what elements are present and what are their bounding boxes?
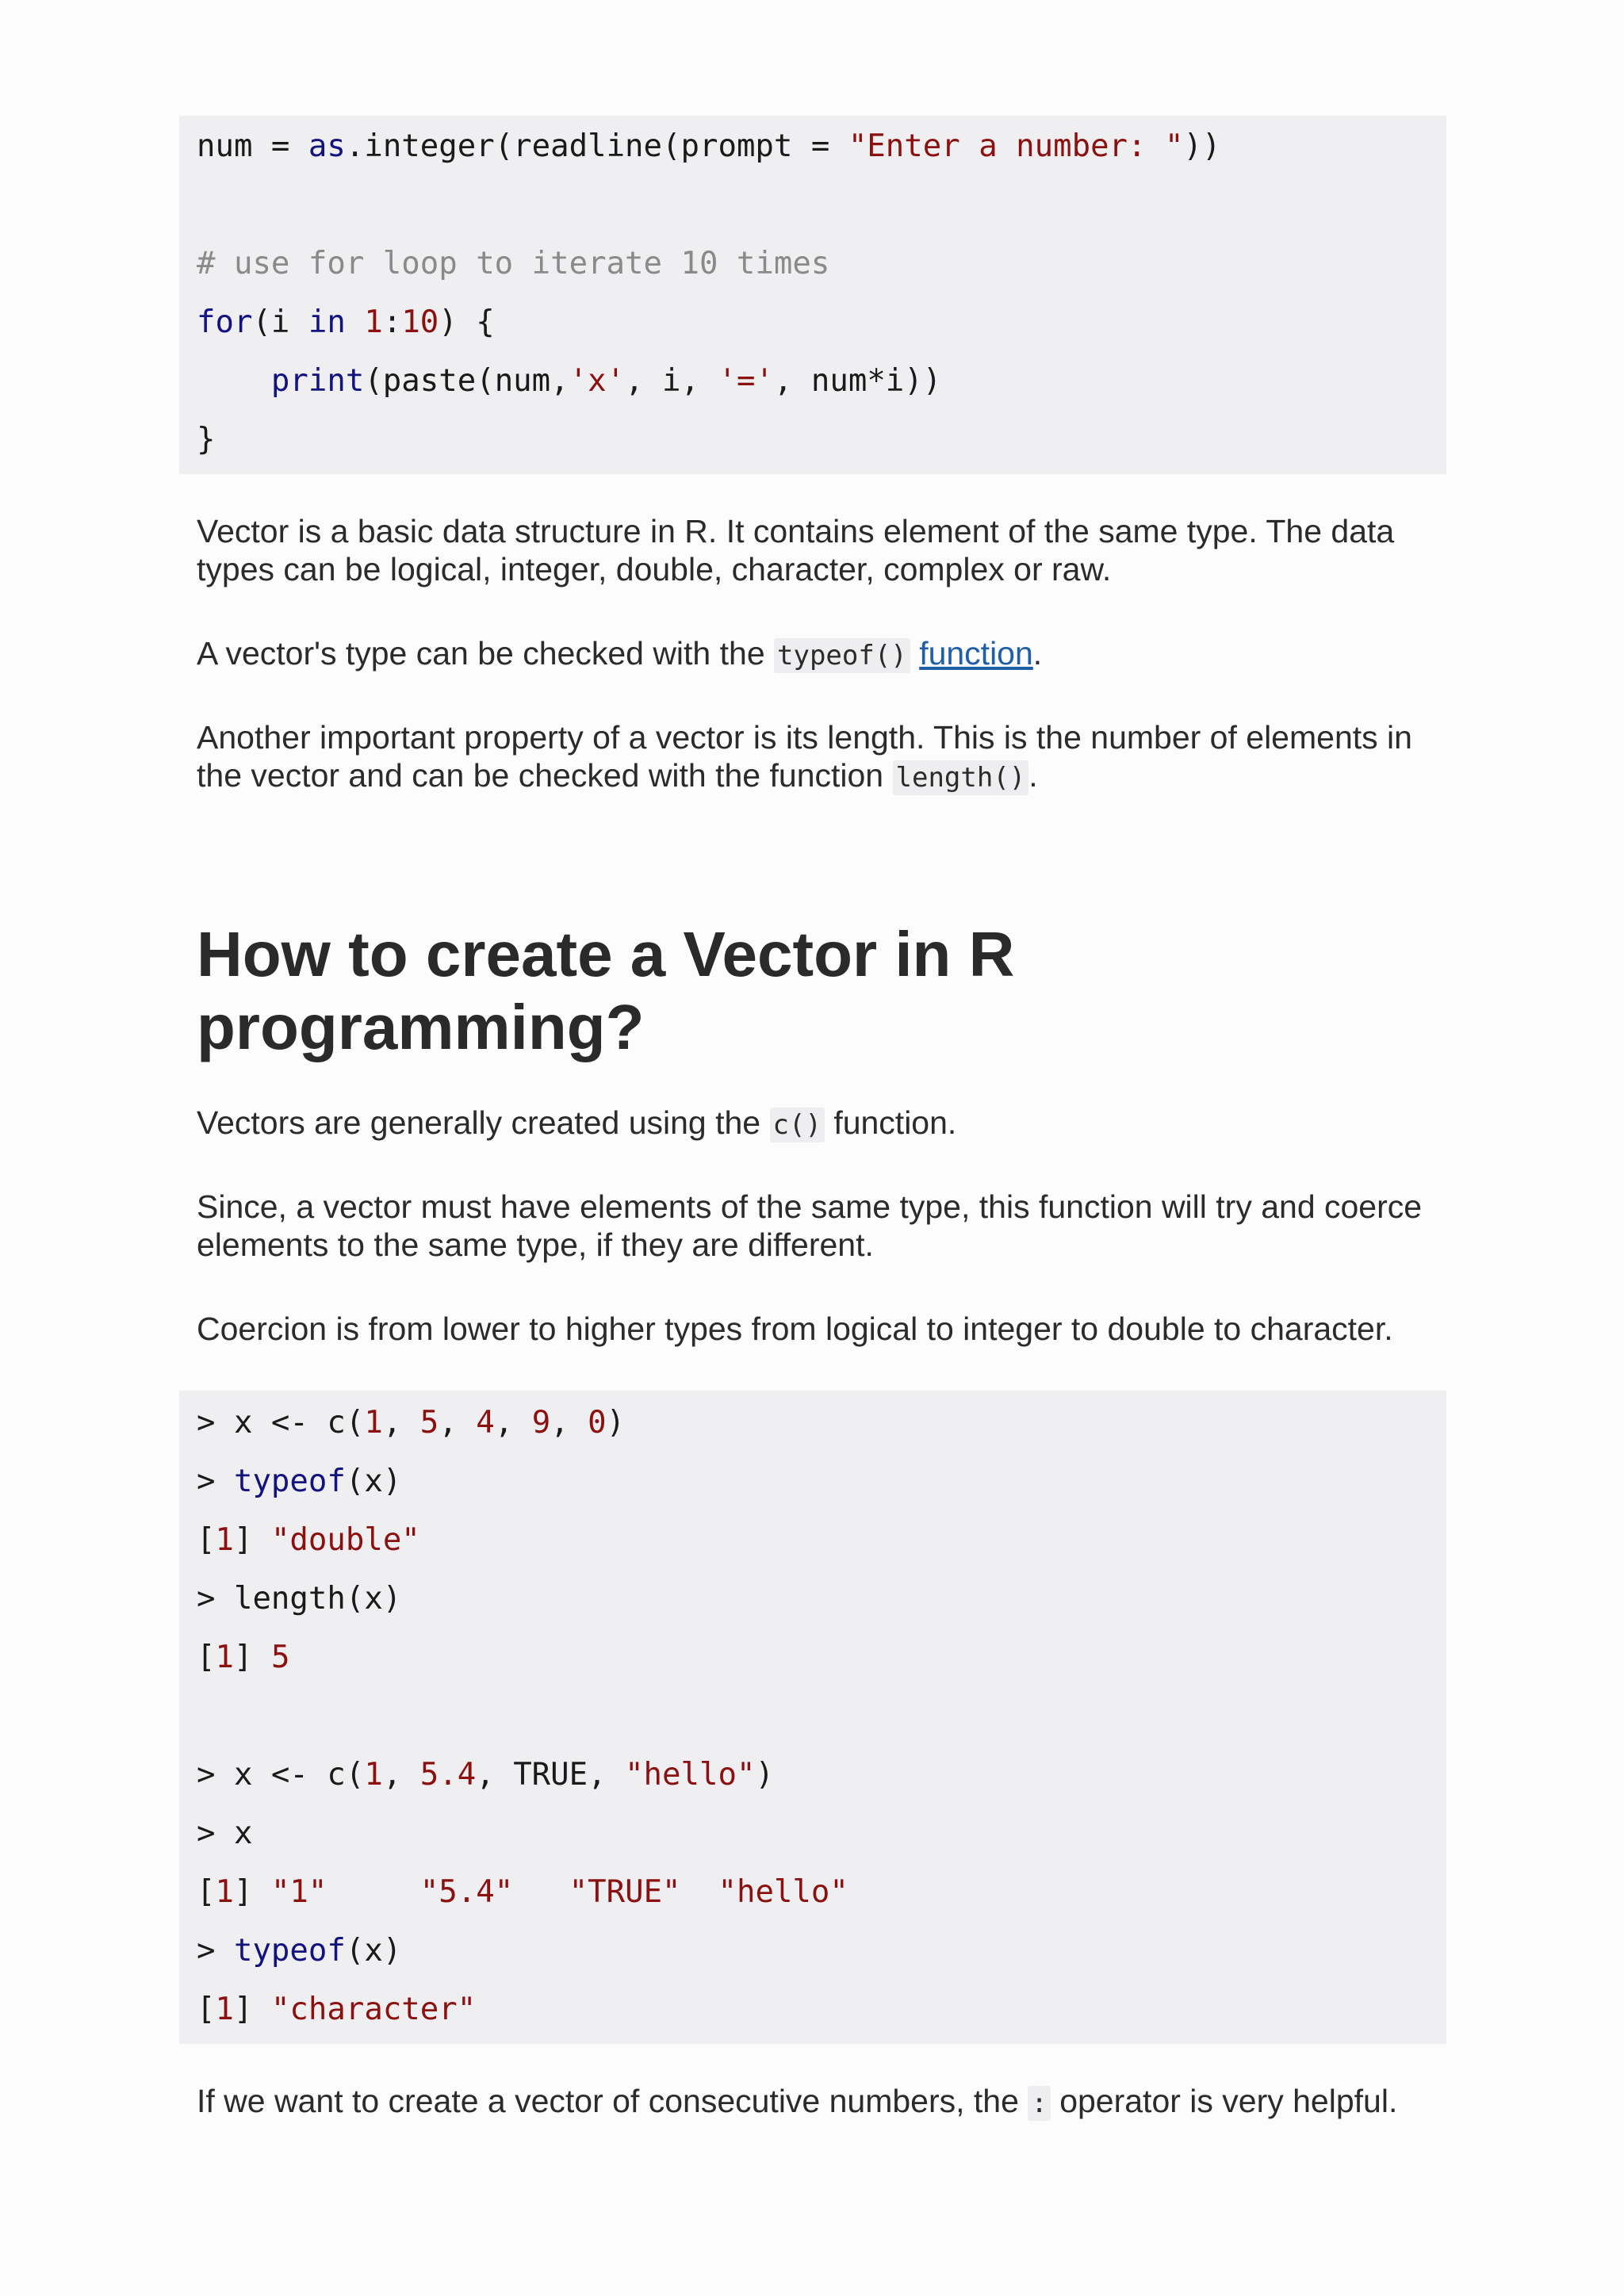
paragraph-coercion-order: Coercion is from lower to higher types from logical to integer to double to character.	[197, 1311, 1393, 1347]
code-output-line: [1] "1" "5.4" "TRUE" "hello"	[197, 1874, 848, 1910]
code-line: print(paste(num,'x', i, '=', num*i))	[270, 363, 942, 399]
code-output-line: [1] 5	[197, 1640, 290, 1675]
code-block-vector-examples	[179, 1391, 1446, 2044]
paragraph-vector-intro: Vector is a basic data structure in R. It contains element of the same type. The data types can be logical, integer, double, character, complex or raw.	[197, 513, 1395, 587]
code-output-line: [1] "character"	[197, 1992, 477, 2027]
code-line: > x	[197, 1816, 253, 1851]
code-line: > length(x)	[197, 1581, 402, 1617]
code-line: > typeof(x)	[197, 1464, 402, 1499]
paragraph-c-function: Vectors are generally created using the c() function.	[197, 1104, 957, 1141]
code-output-line: [1] "double"	[197, 1522, 420, 1558]
code-line: > typeof(x)	[197, 1933, 402, 1969]
paragraph-length: Another important property of a vector is its length. This is the number of elements in the vector and can be checked with the function length().	[197, 719, 1412, 794]
code-line: > x <- c(1, 5, 4, 9, 0)	[197, 1405, 626, 1441]
paragraph-coerce: Since, a vector must have elements of the same type, this function will try and coerce elements to the same type, if they are different.	[197, 1188, 1423, 1263]
code-line-blank	[197, 1687, 1429, 1746]
code-line-blank	[197, 176, 1429, 235]
paragraph-colon-operator: If we want to create a vector of consecutive numbers, the : operator is very helpful.	[197, 2083, 1398, 2119]
code-line: for(i in 1:10) {	[197, 304, 495, 340]
code-comment: # use for loop to iterate 10 times	[197, 246, 830, 281]
function-link[interactable]: function	[919, 635, 1033, 672]
inline-code-colon: :	[1028, 2086, 1050, 2121]
paragraph-typeof: A vector's type can be checked with the typeof() function.	[197, 635, 1043, 672]
code-line: > x <- c(1, 5.4, TRUE, "hello")	[197, 1757, 774, 1793]
inline-code-typeof: typeof()	[774, 638, 910, 673]
code-line: }	[197, 422, 216, 457]
code-line: num = as.integer(readline(prompt = "Enter a number: "))	[197, 128, 1221, 164]
code-block-multiplication-table	[179, 116, 1446, 474]
inline-code-length: length()	[893, 760, 1029, 795]
inline-code-c: c()	[770, 1108, 825, 1142]
section-heading: How to create a Vector in R programming?	[197, 919, 1015, 1062]
